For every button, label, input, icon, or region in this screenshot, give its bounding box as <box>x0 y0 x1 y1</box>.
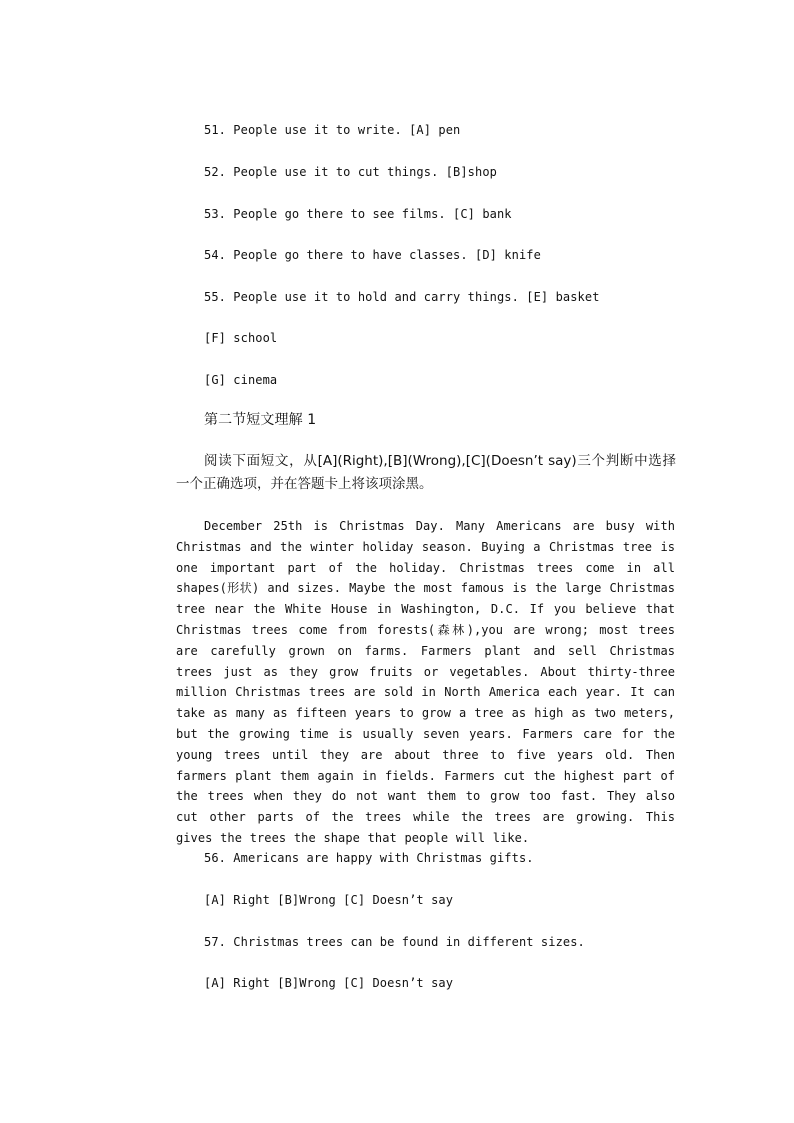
question-57: 57. Christmas trees can be found in different sizes. <box>204 935 585 949</box>
section-heading: 第二节短文理解 1 <box>204 412 317 428</box>
question-57-options: [A] Right [B]Wrong [C] Doesn’t say <box>204 976 454 990</box>
question-56-options: [A] Right [B]Wrong [C] Doesn’t say <box>204 893 454 907</box>
matching-item-51: 51. People use it to write. [A] pen <box>204 123 461 137</box>
question-56: 56. Americans are happy with Christmas gifts. <box>204 851 534 865</box>
reading-passage: December 25th is Christmas Day. Many Americans are busy with Christmas and the winter holiday season. Buying a Christmas tree is one important part of the holiday. Christmas trees come in all shapes(形状) and sizes. Maybe the most famous is the large Christmas tree near the White House in Washington, D.C. If you believe that Christmas trees come from forests(森林),you are wrong; most trees are carefully grown on farms. Farmers plant and sell Christmas trees just as they grow fruits or vegetables. About thirty-three million Christmas trees are sold in North America each year. It can take as many as fifteen years to grow a tree as high as two meters, but the growing time is usually seven years. Farmers care for the young trees until they are about three to five years old. Then farmers plant them again in fields. Farmers cut the highest part of the trees when they do not want them to grow too fast. They also cut other parts of the trees while the trees are growing. This gives the trees the shape that people will like. <box>176 519 675 845</box>
matching-item-54: 54. People go there to have classes. [D] knife <box>204 248 541 262</box>
section-instructions: 阅读下面短文，从[A](Right),[B](Wrong),[C](Doesn’t say)三个判断中选择一个正确选项，并在答题卡上将该项涂黑。 <box>176 453 676 492</box>
matching-item-53: 53. People go there to see films. [C] bank <box>204 207 512 221</box>
matching-item-52: 52. People use it to cut things. [B]shop <box>204 165 497 179</box>
matching-option-g: [G] cinema <box>204 373 278 387</box>
matching-item-55: 55. People use it to hold and carry things. [E] basket <box>204 290 600 304</box>
matching-option-f: [F] school <box>204 331 278 345</box>
